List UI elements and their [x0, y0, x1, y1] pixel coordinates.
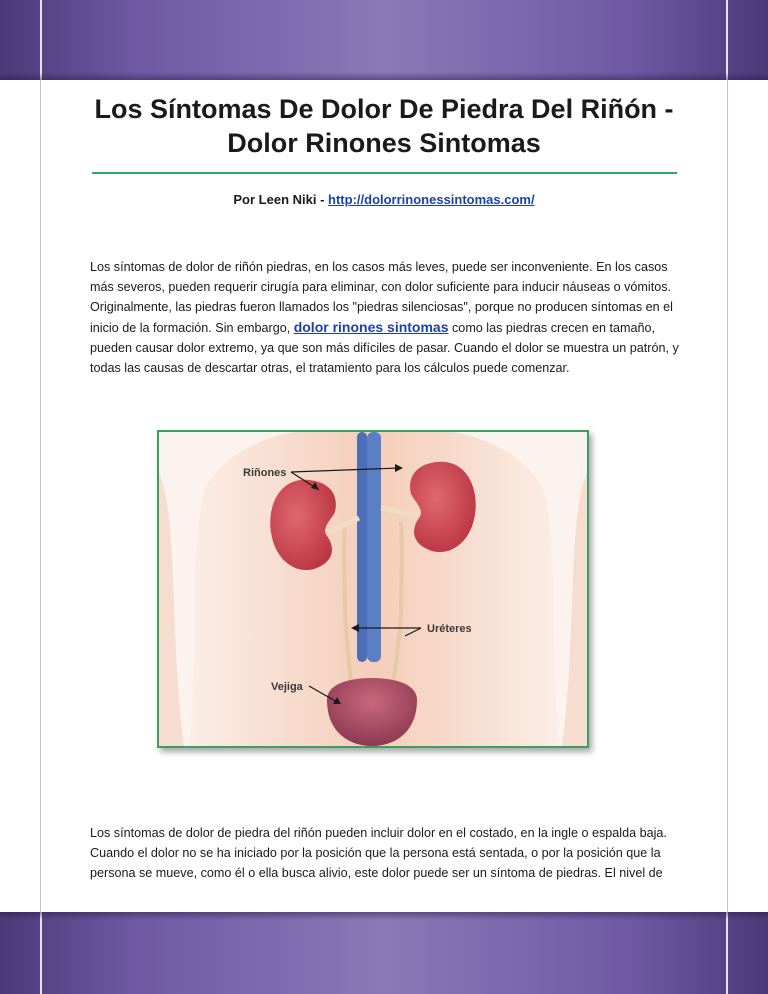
byline-author: Por Leen Niki - [233, 192, 329, 207]
paragraph-1-text-a: Los síntomas de dolor de riñón piedras, en los casos más leves, puede ser inconveniente. En los casos más severos, pueden requerir cirugía para eliminar, con dolor suficiente para inducir náuseas o vómitos. Originalmente, las piedras fueron llamados los "piedras silenciosas", porque no producen síntomas en el inicio de la formación. Sin embargo, [90, 260, 673, 335]
kidney-anatomy-illustration [159, 432, 587, 746]
paragraph-1 [90, 257, 682, 378]
header-band-left-edge [40, 0, 42, 80]
page-right-border [727, 80, 728, 912]
page-left-border [40, 80, 41, 912]
right-ureter-upper [401, 522, 402, 612]
label-kidneys: Riñones [243, 467, 287, 479]
left-ureter-upper [344, 522, 345, 612]
footer-band-left-edge [40, 912, 42, 994]
footer-band-shadow [0, 912, 768, 920]
paragraph-1-text-b: como las piedras crecen en tamaño, pueden causar dolor extremo, ya que son más difíciles de pasar. Cuando el dolor se muestra un patrón, y todas las causas de descartar otras, el tratamiento para los cálculos puede comenzar. [90, 321, 679, 375]
byline [90, 192, 678, 207]
header-band-shadow [0, 72, 768, 80]
kidney-anatomy-figure [157, 430, 589, 748]
footer-band-right-edge [726, 912, 728, 994]
header-band [0, 0, 768, 80]
header-band-right-edge [726, 0, 728, 80]
byline-site-link[interactable]: http://dolorrinonessintomas.com/ [328, 192, 535, 207]
title-divider [92, 172, 677, 174]
label-bladder: Vejiga [271, 681, 303, 693]
page-title: Los Síntomas De Dolor De Piedra Del Riñón - Dolor Rinones Sintomas [94, 94, 674, 158]
paragraph-2: Los síntomas de dolor de piedra del riñón pueden incluir dolor en el costado, en la ingle o espalda baja. Cuando el dolor no se ha iniciado por la posición que la persona está sentada, o por la posición que la persona se mueve, como él o ella busca alivio, este dolor puede ser un síntoma de piedras. El nivel de [90, 826, 667, 880]
footer-band [0, 912, 768, 994]
label-ureters: Uréteres [427, 623, 472, 635]
keyword-link[interactable]: dolor rinones sintomas [293, 319, 449, 335]
